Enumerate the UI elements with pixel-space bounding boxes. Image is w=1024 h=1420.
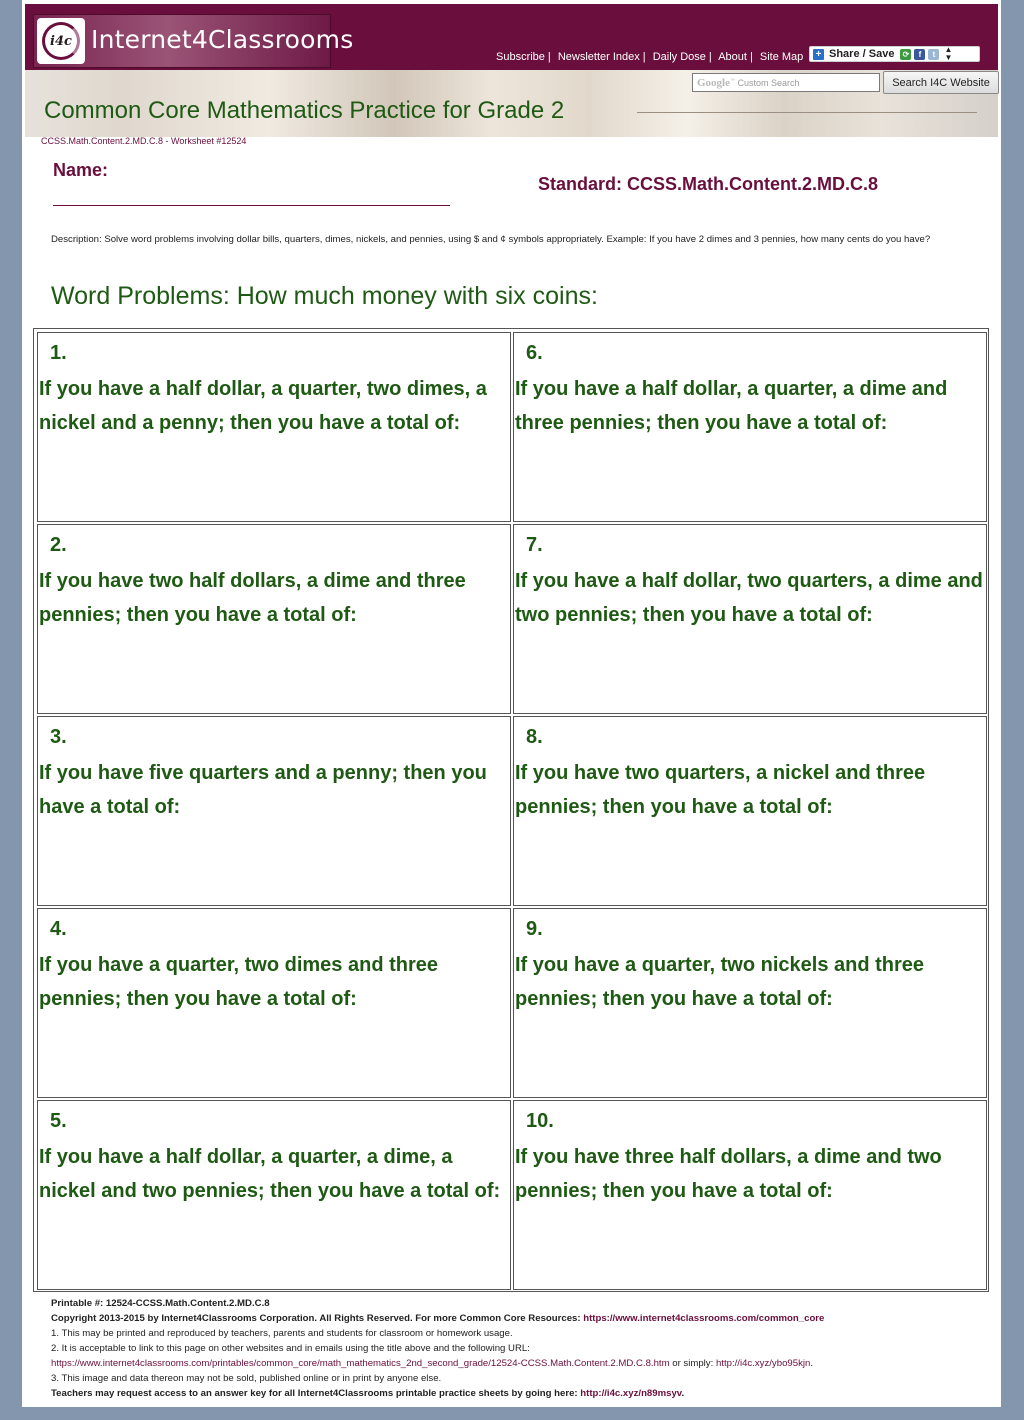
share-print-icon: ⟳: [900, 49, 911, 60]
problem-text: If you have two half dollars, a dime and three pennies; then you have a total of:: [39, 570, 466, 626]
name-line: [53, 205, 450, 206]
description: Description: Solve word problems involving dollar bills, quarters, dimes, nickels, and pennies, using $ and ¢ symbols appropriately. Example: If you have 2 dimes and 3 pennies, how many cents do you have?: [51, 234, 931, 245]
problem-cell-3: [37, 716, 511, 906]
problem-number: 4.: [50, 918, 67, 940]
url-or-text: or simply:: [669, 1358, 716, 1369]
search-input[interactable]: Google™ Custom Search: [692, 73, 880, 92]
problem-cell-2: [37, 524, 511, 714]
problem-text: If you have two quarters, a nickel and three pennies; then you have a total of:: [515, 762, 926, 818]
share-plus-icon: +: [813, 49, 824, 60]
site-logo[interactable]: [33, 14, 354, 68]
share-save-button[interactable]: [809, 46, 980, 62]
footer: Printable #: 12524-CCSS.Math.Content.2.MD.C.8 Copyright 2013-2015 by Internet4Classrooms Corporation. All Rights Reserved. For more Common Core Resources: https://www.internet4classrooms.com/common_core 1. This may be printed and reproduced by teachers, parents and students for classroom or homework usage. 2. It is acceptable to link to this page on other websites and in emails using the title above and the following URL: https://www.internet4classrooms.com/printables/common_core/math_mathematics_2nd_second_grade/12524-CCSS.Math.Content.2.MD.C.8.htm or simply: http://i4c.xyz/ybo95kjn. 3. This image and data thereon may not be sold, published online or in print by anyone else. Teachers may request access to an answer key for all Internet4Classrooms printable practice sheets by going here: http://i4c.xyz/n89msyv.: [51, 1296, 991, 1401]
problem-number: 8.: [526, 726, 543, 748]
problem-number: 9.: [526, 918, 543, 940]
problem-number: 6.: [526, 342, 543, 364]
logo-mark-text: i4c: [42, 22, 80, 60]
breadcrumb: CCSS.Math.Content.2.MD.C.8 - Worksheet #12524: [41, 136, 247, 146]
google-logo: Google: [697, 77, 730, 89]
header-bar: [25, 4, 998, 70]
problem-number: 2.: [50, 534, 67, 556]
problems-grid: [33, 328, 989, 1292]
nav-separator: |: [642, 51, 646, 63]
short-url-link[interactable]: http://i4c.xyz/ybo95kjn: [715, 1358, 811, 1369]
problem-text: If you have a half dollar, a quarter, a dime, a nickel and two pennies; then you have a total of:: [39, 1146, 501, 1202]
page-title: Common Core Mathematics Practice for Grade 2: [44, 97, 565, 124]
footer-line-3: 3. This image and data thereon may not be sold, published online or in print by anyone else.: [51, 1373, 442, 1384]
answer-key-link[interactable]: http://i4c.xyz/n89msyv: [580, 1388, 682, 1399]
share-label: Share / Save: [829, 48, 895, 60]
copyright-text: Copyright 2013-2015 by Internet4Classrooms Corporation. All Rights Reserved. For more Common Core Resources:: [51, 1313, 584, 1324]
problem-text: If you have a half dollar, two quarters, a dime and two pennies; then you have a total of:: [515, 570, 983, 626]
twitter-icon: t: [928, 49, 939, 60]
problem-cell-8: [513, 716, 987, 906]
problem-number: 3.: [50, 726, 67, 748]
photo-banner: [25, 70, 998, 137]
common-core-link[interactable]: https://www.internet4classrooms.com/common_core: [583, 1313, 825, 1324]
problem-cell-9: [513, 908, 987, 1098]
standard-label: Standard: CCSS.Math.Content.2.MD.C.8: [538, 174, 879, 194]
section-heading: Word Problems: How much money with six coins:: [51, 282, 598, 310]
problem-number: 7.: [526, 534, 543, 556]
problem-text: If you have a quarter, two nickels and three pennies; then you have a total of:: [515, 954, 925, 1010]
nav-separator: |: [547, 51, 551, 63]
footer-line-2: 2. It is acceptable to link to this page on other websites and in emails using the title above and the following URL:: [51, 1343, 530, 1354]
nav-separator: |: [749, 51, 753, 63]
problem-number: 5.: [50, 1110, 67, 1132]
nav-subscribe[interactable]: Subscribe: [496, 51, 545, 63]
footer-line-1: 1. This may be printed and reproduced by teachers, parents and students for classroom or homework usage.: [51, 1328, 513, 1339]
page: [22, 0, 1001, 1407]
nav-site-map[interactable]: Site Map: [759, 51, 804, 63]
problem-cell-7: [513, 524, 987, 714]
problem-text: If you have a half dollar, a quarter, two dimes, a nickel and a penny; then you have a total of:: [39, 378, 487, 434]
problem-cell-5: [37, 1100, 511, 1290]
problem-text: If you have five quarters and a penny; then you have a total of:: [39, 762, 487, 818]
top-nav: [496, 51, 803, 63]
name-label: Name:: [53, 160, 109, 180]
problem-text: If you have a half dollar, a quarter, a dime and three pennies; then you have a total of:: [515, 378, 948, 434]
title-divider: [637, 112, 977, 113]
problem-cell-1: [37, 332, 511, 522]
problem-number: 10.: [526, 1110, 554, 1132]
search-button[interactable]: Search I4C Website: [883, 71, 999, 94]
facebook-icon: f: [914, 49, 925, 60]
chevron-updown-icon: ▲ ▼: [944, 45, 953, 62]
logo-mark: [37, 18, 85, 64]
nav-about[interactable]: About: [718, 51, 747, 63]
problem-number: 1.: [50, 342, 67, 364]
problem-text: If you have three half dollars, a dime and two pennies; then you have a total of:: [515, 1146, 942, 1202]
problem-cell-6: [513, 332, 987, 522]
nav-daily-dose[interactable]: Daily Dose: [652, 51, 706, 63]
problem-cell-10: [513, 1100, 987, 1290]
problem-text: If you have a quarter, two dimes and three pennies; then you have a total of:: [39, 954, 438, 1010]
logo-text: Internet4Classrooms: [91, 25, 354, 54]
problem-cell-4: [37, 908, 511, 1098]
nav-separator: |: [708, 51, 712, 63]
worksheet-url-link[interactable]: https://www.internet4classrooms.com/printables/common_core/math_mathematics_2nd_second_grade/12524-CCSS.Math.Content.2.MD.C.8.htm: [51, 1358, 670, 1369]
printable-number: Printable #: 12524-CCSS.Math.Content.2.MD.C.8: [51, 1298, 270, 1309]
answer-key-text: Teachers may request access to an answer key for all Internet4Classrooms printable practice sheets by going here:: [51, 1388, 581, 1399]
nav-newsletter-index[interactable]: Newsletter Index: [557, 51, 640, 63]
search-placeholder: Custom Search: [737, 78, 800, 88]
